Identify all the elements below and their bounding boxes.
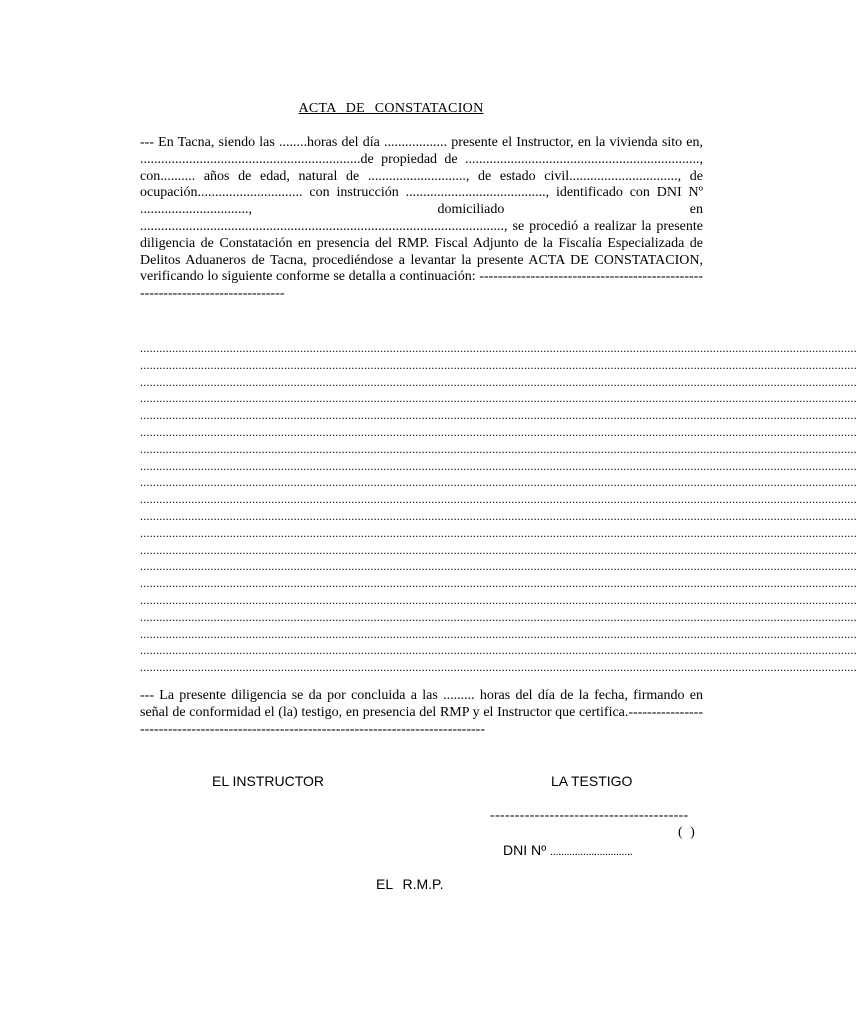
testigo-dni [503,842,633,858]
dotted-line: ................................................................................................................................................................................................................................ [140,492,857,507]
dotted-line: ................................................................................................................................................................................................................................ [140,357,857,372]
dotted-line: ................................................................................................................................................................................................................................ [140,374,857,389]
dni-label: DNI Nº [503,842,547,858]
dotted-line: ................................................................................................................................................................................................................................ [140,609,857,624]
dotted-line: ................................................................................................................................................................................................................................ [140,660,857,675]
dotted-line: ................................................................................................................................................................................................................................ [140,391,857,406]
dotted-line: ................................................................................................................................................................................................................................ [140,525,857,540]
dotted-line: ................................................................................................................................................................................................................................ [140,475,857,490]
instructor-signature-label: EL INSTRUCTOR [212,773,325,789]
dotted-line: ................................................................................................................................................................................................................................ [140,424,857,439]
dotted-line: ................................................................................................................................................................................................................................ [140,576,857,591]
closing-paragraph: --- La presente diligencia se da por concluida a las ......... horas del día de la fecha, firmando en señal de conformidad el (la) testigo, en presencia del RMP y el Instructor que certifica.------------------------------------------------------------------------------------------ [140,688,703,737]
dotted-line: ................................................................................................................................................................................................................................ [140,441,857,456]
testigo-parentheses: ( ) [678,825,695,840]
dotted-line: ................................................................................................................................................................................................................................ [140,592,857,607]
dni-dots: .............................. [550,846,633,858]
dotted-lines-block [140,340,857,676]
opening-paragraph: --- En Tacna, siendo las ........horas del día .................. presente el Instructor, en la vivienda sito en, ...............................................................de propiedad de ..................................................................., con.......... años de edad, natural de ............................, de estado civil..............................., de ocupación.............................. con instrucción ........................................, identificado con DNI Nº ..............................., domiciliado en ........................................................................................................, se procedió a realizar la presente diligencia de Constatación en presencia del RMP. Fiscal Adjunto de la Fiscalía Especializada de Delitos Aduaneros de Tacna, procediéndose a levantar la presente ACTA DE CONSTATACION, verificando lo siguiente conforme se detalla a continuación: ------------------------------------------------------------------------------- [140,135,703,302]
dotted-line: ................................................................................................................................................................................................................................ [140,408,857,423]
dotted-line: ................................................................................................................................................................................................................................ [140,626,857,641]
dotted-line: ................................................................................................................................................................................................................................ [140,643,857,658]
dotted-line: ................................................................................................................................................................................................................................ [140,542,857,557]
dotted-line: ................................................................................................................................................................................................................................ [140,458,857,473]
dotted-line: ................................................................................................................................................................................................................................ [140,559,857,574]
rmp-signature-label: EL R.M.P. [376,876,444,892]
testigo-signature-label: LA TESTIGO [551,773,633,789]
testigo-signature-line: ---------------------------------------- [490,808,689,823]
title-text: ACTA DE CONSTATACION [298,101,484,116]
dotted-line: ................................................................................................................................................................................................................................ [140,508,857,523]
dotted-line: ................................................................................................................................................................................................................................ [140,341,857,355]
document-title [0,101,768,117]
